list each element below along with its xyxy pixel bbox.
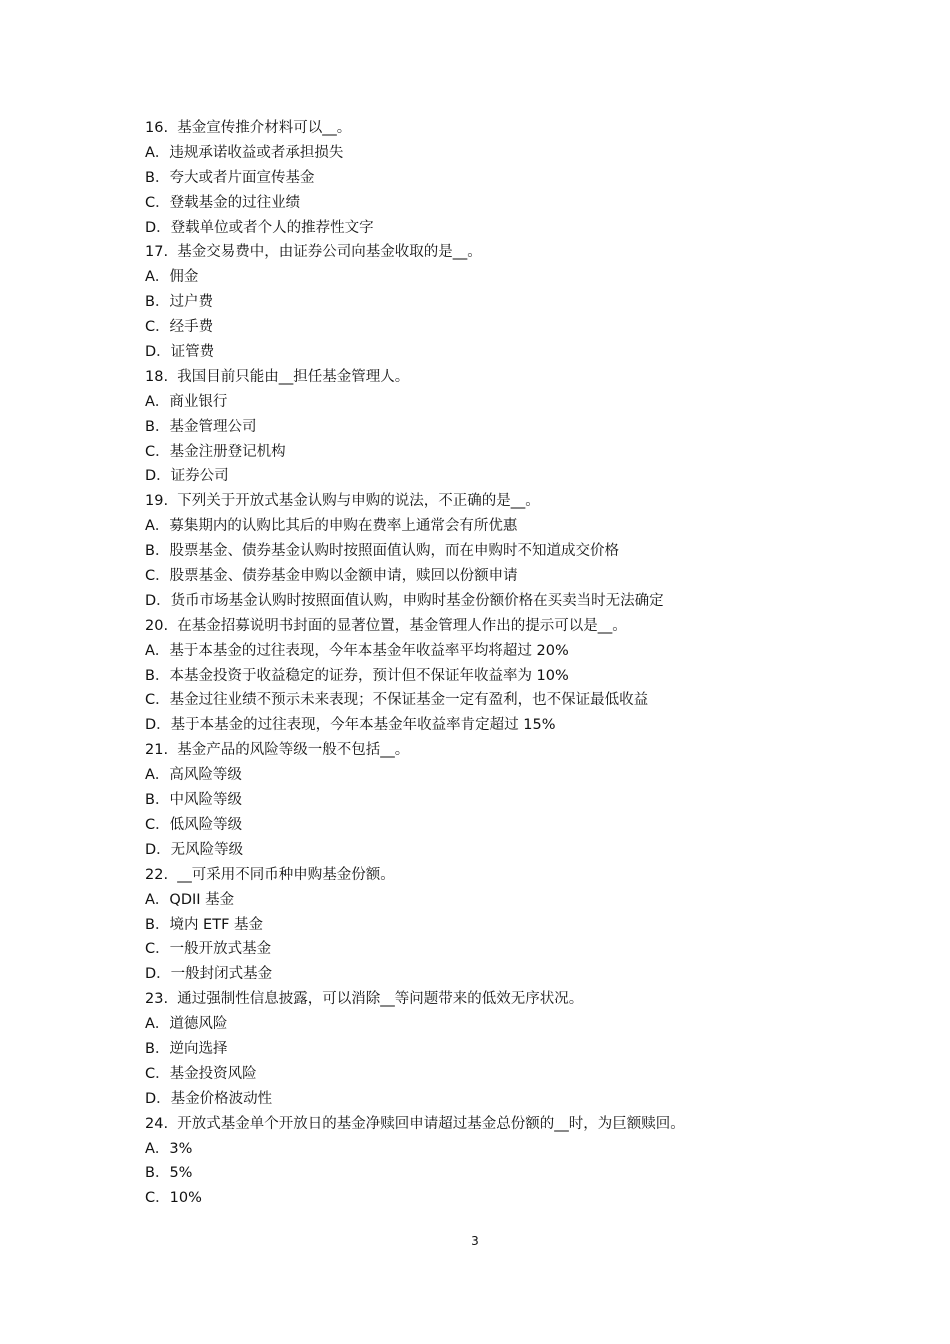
answer-option: B．5%: [145, 1165, 193, 1182]
answer-option: A．募集期内的认购比其后的申购在费率上通常会有所优惠: [145, 518, 518, 535]
question-stem: 20. 在基金招募说明书封面的显著位置，基金管理人作出的提示可以是__。: [145, 617, 627, 634]
answer-option: B．过户费: [145, 294, 213, 311]
answer-option: C．低风险等级: [145, 816, 243, 833]
question-list: [145, 116, 845, 1211]
question-stem: 22. __可采用不同币种申购基金份额。: [145, 866, 395, 883]
answer-option: D．一般封闭式基金: [145, 966, 273, 983]
answer-option: A．3%: [145, 1140, 193, 1157]
answer-option: B．夸大或者片面宣传基金: [145, 169, 315, 186]
question-stem: 18. 我国目前只能由__担任基金管理人。: [145, 368, 410, 385]
answer-option: A．道德风险: [145, 1016, 228, 1033]
answer-option: D．证券公司: [145, 468, 229, 485]
answer-option: C．经手费: [145, 319, 214, 336]
answer-option: A．佣金: [145, 269, 199, 286]
answer-option: D．证管费: [145, 344, 215, 361]
answer-option: B．逆向选择: [145, 1040, 228, 1057]
answer-option: D．货币市场基金认购时按照面值认购，申购时基金份额价格在买卖当时无法确定: [145, 592, 664, 609]
answer-option: C．一般开放式基金: [145, 941, 272, 958]
answer-option: A．高风险等级: [145, 767, 242, 784]
answer-option: C．基金注册登记机构: [145, 443, 286, 460]
answer-option: B．中风险等级: [145, 792, 242, 809]
page-number: 3: [471, 1234, 479, 1248]
answer-option: C．股票基金、债券基金申购以金额申请，赎回以份额申请: [145, 568, 518, 585]
answer-option: D．基于本基金的过往表现，今年本基金年收益率肯定超过 15%: [145, 717, 556, 734]
answer-option: C．基金投资风险: [145, 1065, 257, 1082]
answer-option: A．商业银行: [145, 393, 228, 410]
answer-option: C．10%: [145, 1190, 202, 1207]
answer-option: C．基金过往业绩不预示未来表现；不保证基金一定有盈利，也不保证最低收益: [145, 692, 649, 709]
answer-option: D．无风险等级: [145, 841, 244, 858]
answer-option: B．本基金投资于收益稳定的证券，预计但不保证年收益率为 10%: [145, 667, 569, 684]
question-stem: 21. 基金产品的风险等级一般不包括__。: [145, 742, 410, 759]
answer-option: B．基金管理公司: [145, 418, 257, 435]
answer-option: B．境内 ETF 基金: [145, 916, 264, 933]
answer-option: D．登载单位或者个人的推荐性文字: [145, 219, 374, 236]
answer-option: A．QDII 基金: [145, 891, 235, 908]
question-stem: 23. 通过强制性信息披露，可以消除__等问题带来的低效无序状况。: [145, 991, 584, 1008]
question-stem: 24. 开放式基金单个开放日的基金净赎回申请超过基金总份额的__时，为巨额赎回。: [145, 1115, 685, 1132]
answer-option: C．登载基金的过往业绩: [145, 194, 301, 211]
answer-option: A．基于本基金的过往表现，今年本基金年收益率平均将超过 20%: [145, 642, 569, 659]
question-stem: 17. 基金交易费中，由证券公司向基金收取的是__。: [145, 244, 482, 261]
answer-option: A．违规承诺收益或者承担损失: [145, 144, 344, 161]
answer-option: D．基金价格波动性: [145, 1090, 273, 1107]
question-stem: 16. 基金宣传推介材料可以__。: [145, 120, 352, 136]
answer-option: B．股票基金、债券基金认购时按照面值认购，而在申购时不知道成交价格: [145, 543, 619, 560]
question-stem: 19. 下列关于开放式基金认购与申购的说法，不正确的是__。: [145, 493, 540, 510]
